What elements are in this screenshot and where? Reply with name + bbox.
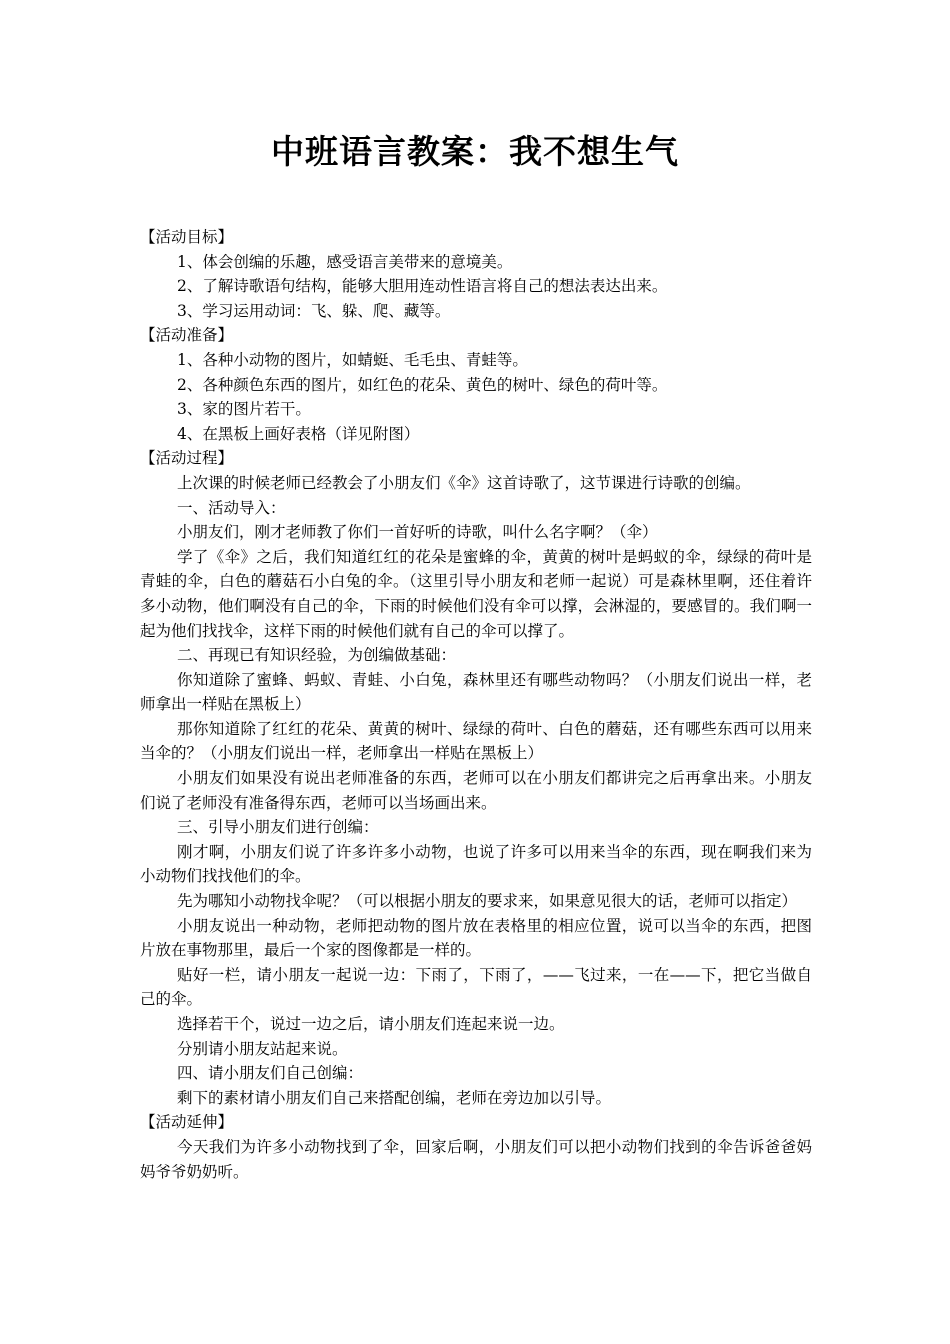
body-paragraph: 先为哪知小动物找伞呢？（可以根据小朋友的要求来，如果意见很大的话，老师可以指定） (177, 892, 798, 911)
body-paragraph: 小朋友们如果没有说出老师准备的东西，老师可以在小朋友们都讲完之后再拿出来。小朋友们说了老师没有准备得东西，老师可以当场画出来。 (140, 769, 812, 812)
body-paragraph: 1、体会创编的乐趣，感受语言美带来的意境美。 (177, 252, 513, 271)
body-paragraph: 三、引导小朋友们进行创编： (177, 818, 379, 837)
body-paragraph: 二、再现已有知识经验，为创编做基础： (177, 646, 457, 665)
body-paragraph: 那你知道除了红红的花朵、黄黄的树叶、绿绿的荷叶、白色的蘑菇，还有哪些东西可以用来当伞的？（小朋友们说出一样，老师拿出一样贴在黑板上） (140, 719, 812, 763)
body-paragraph: 选择若干个，说过一边之后，请小朋友们连起来说一边。 (177, 1015, 565, 1033)
body-paragraph: 剩下的素材请小朋友们自己来搭配创编，老师在旁边加以引导。 (177, 1088, 612, 1107)
body-paragraph: 3、学习运用动词：飞、躲、爬、藏等。 (177, 301, 451, 320)
section-heading: 【活动准备】 (140, 326, 234, 345)
body-paragraph: 1、各种小动物的图片，如蜻蜓、毛毛虫、青蛙等。 (177, 350, 528, 369)
body-paragraph: 3、家的图片若干。 (177, 400, 311, 419)
body-paragraph: 上次课的时候老师已经教会了小朋友们《伞》这首诗歌了，这节课进行诗歌的创编。 (177, 473, 751, 492)
body-paragraph: 2、各种颜色东西的图片，如红色的花朵、黄色的树叶、绿色的荷叶等。 (177, 375, 668, 394)
body-paragraph: 一、活动导入： (177, 498, 286, 517)
body-paragraph: 4、在黑板上画好表格（详见附图） (177, 424, 420, 443)
section-heading: 【活动过程】 (140, 449, 234, 468)
body-paragraph: 小朋友说出一种动物，老师把动物的图片放在表格里的相应位置，说可以当伞的东西，把图片放在事物那里，最后一个家的图像都是一样的。 (140, 916, 812, 960)
body-paragraph: 四、请小朋友们自己创编： (177, 1064, 364, 1083)
document-body (140, 225, 812, 1184)
body-paragraph: 小朋友们，刚才老师教了你们一首好听的诗歌，叫什么名字啊？（伞） (177, 523, 658, 542)
section-heading: 【活动延伸】 (140, 1113, 234, 1132)
body-paragraph: 你知道除了蜜蜂、蚂蚁、青蛙、小白兔，森林里还有哪些动物吗？（小朋友们说出一样，老师拿出一样贴在黑板上） (140, 670, 812, 714)
document-title: 中班语言教案：我不想生气 (271, 132, 679, 171)
body-paragraph: 今天我们为许多小动物找到了伞，回家后啊，小朋友们可以把小动物们找到的伞告诉爸爸妈妈爷爷奶奶听。 (140, 1137, 812, 1181)
body-paragraph: 2、了解诗歌语句结构，能够大胆用连动性语言将自己的想法表达出来。 (177, 277, 668, 296)
section-heading: 【活动目标】 (140, 228, 234, 246)
body-paragraph: 学了《伞》之后，我们知道红红的花朵是蜜蜂的伞，黄黄的树叶是蚂蚁的伞，绿绿的荷叶是青蛙的伞，白色的蘑菇石小白兔的伞。（这里引导小朋友和老师一起说）可是森林里啊，还住着许多小动物，他们啊没有自己的伞，下雨的时候他们没有伞可以撑，会淋湿的，要感冒的。我们啊一起为他们找找伞，这样下雨的时候他们就有自己的伞可以撑了。 (140, 547, 812, 640)
body-paragraph: 分别请小朋友站起来说。 (177, 1039, 348, 1058)
body-paragraph: 刚才啊，小朋友们说了许多许多小动物，也说了许多可以用来当伞的东西，现在啊我们来为小动物们找找他们的伞。 (140, 842, 812, 886)
body-paragraph: 贴好一栏，请小朋友一起说一边：下雨了，下雨了，——飞过来，一在——下，把它当做自己的伞。 (140, 965, 812, 1009)
